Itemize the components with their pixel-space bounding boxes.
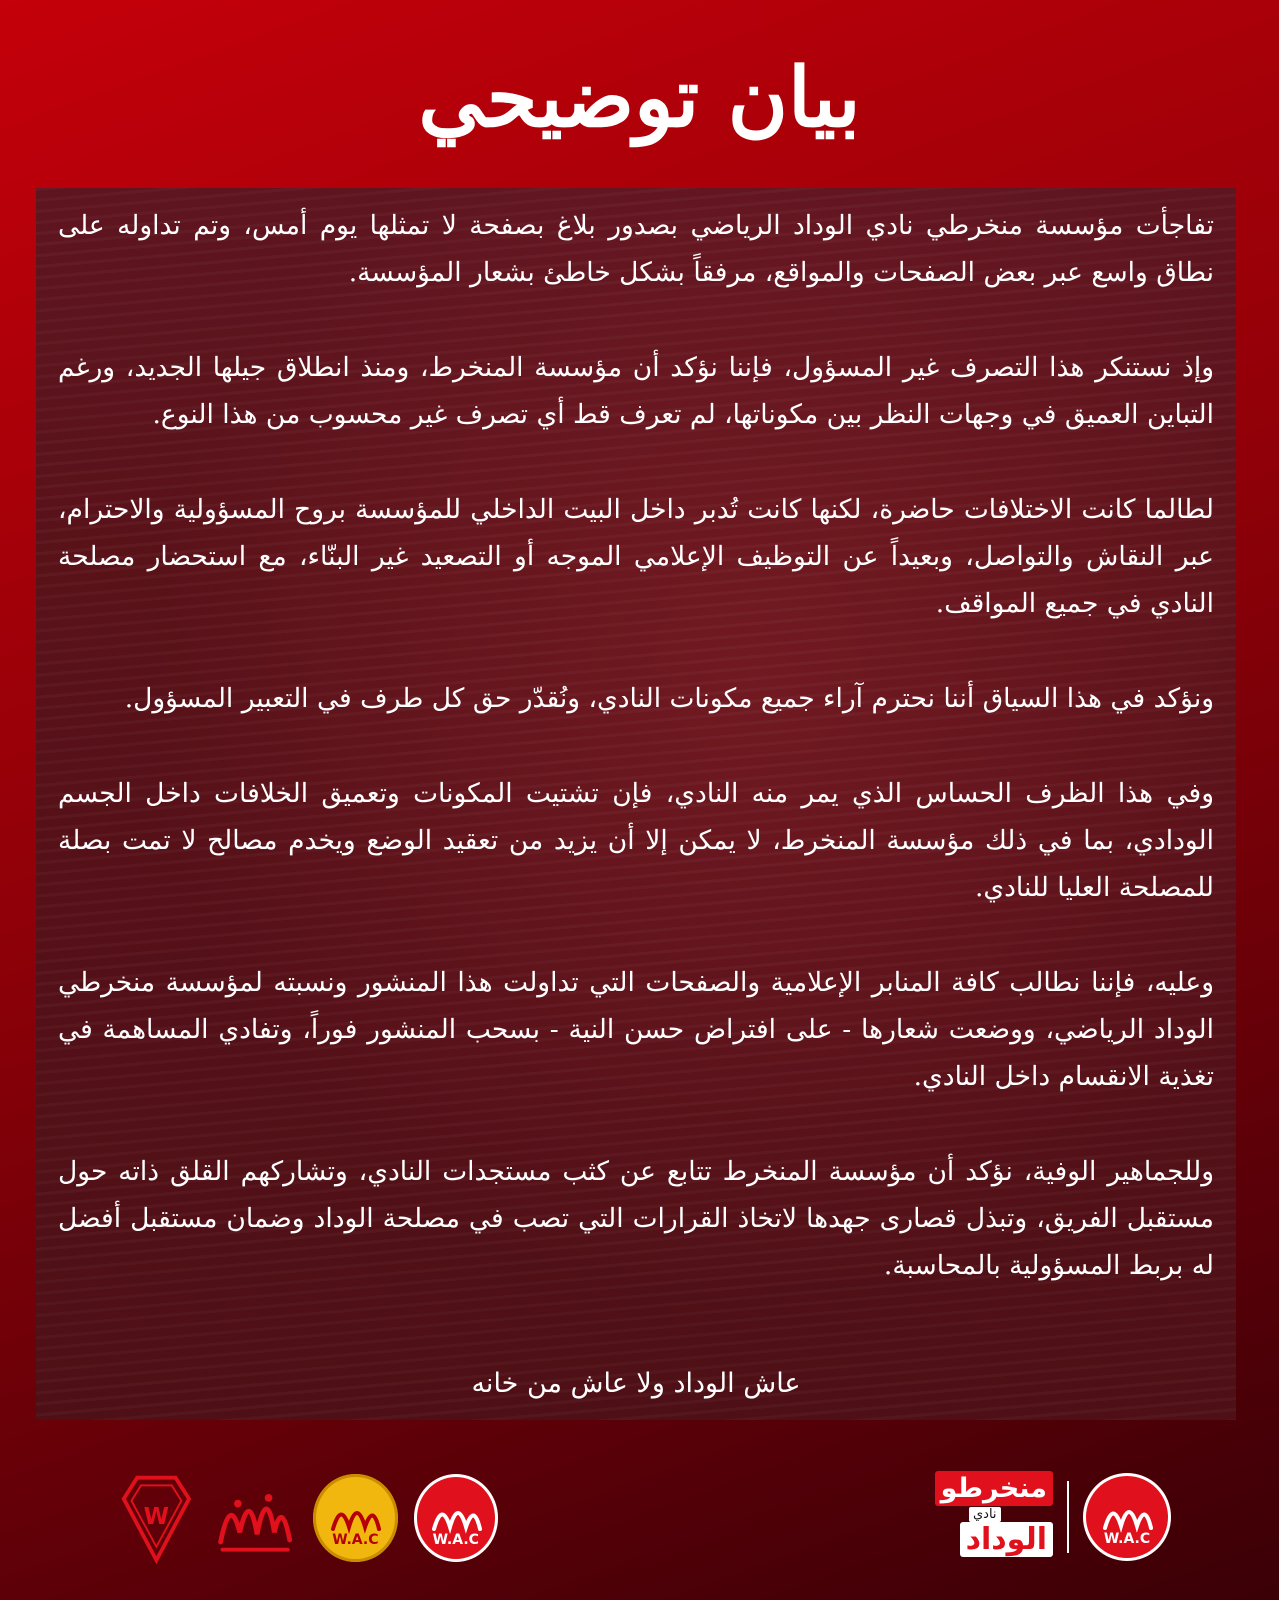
- crest-initials: W.A.C: [432, 1532, 479, 1548]
- statement-paragraph-5: وفي هذا الظرف الحساس الذي يمر منه النادي، فإن تشتيت المكونات وتعميق الخلافات داخل الجسم الودادي، بما في ذلك مؤسسة المنخرط، لا يمكن إلا أن يزيد من تعقيد الوضع ويخدم مصالح لا تمت بصلة للمصلحة العليا للنادي.: [58, 778, 1214, 903]
- members-branding: [935, 1462, 1175, 1572]
- calligraphy-logo-icon: [211, 1473, 297, 1563]
- closing-slogan: عاش الوداد ولا عاش من خانه: [471, 1368, 801, 1399]
- yellow-club-crest: [313, 1474, 397, 1562]
- diamond-crest-icon: [118, 1468, 195, 1568]
- statement-panel: [36, 188, 1236, 1420]
- crest-initials: W.A.C: [332, 1532, 379, 1548]
- club-crest: [1083, 1473, 1171, 1561]
- logo-divider: [1067, 1481, 1069, 1553]
- statement-paragraph-7: وللجماهير الوفية، نؤكد أن مؤسسة المنخرط تتابع عن كثب مستجدات النادي، وتشاركهم القلق ذاته حول مستقبل الفريق، وتبذل قصارى جهدها لاتخاذ القرارات التي تصب في مصلحة الوداد وضمان مستقبل أفضل له بربط المسؤولية بالمحاسبة.: [58, 1156, 1214, 1281]
- brand-top-text: منخرطو: [935, 1471, 1053, 1506]
- crest-initials: W.A.C: [1103, 1531, 1151, 1547]
- statement-paragraph-4: ونؤكد في هذا السياق أننا نحترم آراء جميع مكونات النادي، ونُقدّر حق كل طرف في التعبير المسؤول.: [124, 683, 1214, 714]
- statement-paragraph-3: لطالما كانت الاختلافات حاضرة، لكنها كانت تُدبر داخل البيت الداخلي للمؤسسة بروح المسؤولية والاحترام، عبر النقاش والتواصل، وبعيداً عن التوظيف الإعلامي الموجه أو التصعيد غير البنّاء، مع استحضار مصلحة النادي في جميع المواقف.: [58, 494, 1214, 619]
- statement-paragraph-1: تفاجأت مؤسسة منخرطي نادي الوداد الرياضي بصدور بلاغ بصفحة لا تمثلها يوم أمس، وتم تداوله على نطاق واسع عبر بعض الصفحات والمواقع، مرفقاً بشكل خاطئ بشعار المؤسسة.: [58, 210, 1214, 288]
- statement-paragraph-2: وإذ نستنكر هذا التصرف غير المسؤول، فإننا نؤكد أن مؤسسة المنخرط، ومنذ انطلاق جيلها الجديد، ورغم التباين العميق في وجهات النظر بين مكوناتها، لم تعرف قط أي تصرف غير محسوب من هذا النوع.: [58, 352, 1214, 430]
- statement-paragraph-6: وعليه، فإننا نطالب كافة المنابر الإعلامية والصفحات التي تداولت هذا المنشور ونسبته لمؤسسة منخرطي الوداد الرياضي، ووضعت شعارها - على افتراض حسن النية - بسحب المنشور فوراً، وتفادي المساهمة في تغذية الانقسام داخل النادي.: [58, 967, 1214, 1092]
- red-club-crest: [414, 1474, 498, 1562]
- brand-mid-text: نادي: [969, 1507, 1001, 1522]
- brand-bottom-text: الوداد: [960, 1522, 1053, 1557]
- supporter-logos: [118, 1466, 498, 1570]
- page-title: بيان توضيحي: [418, 50, 861, 146]
- members-logo: [935, 1467, 1053, 1567]
- svg-text:W: W: [143, 1503, 170, 1530]
